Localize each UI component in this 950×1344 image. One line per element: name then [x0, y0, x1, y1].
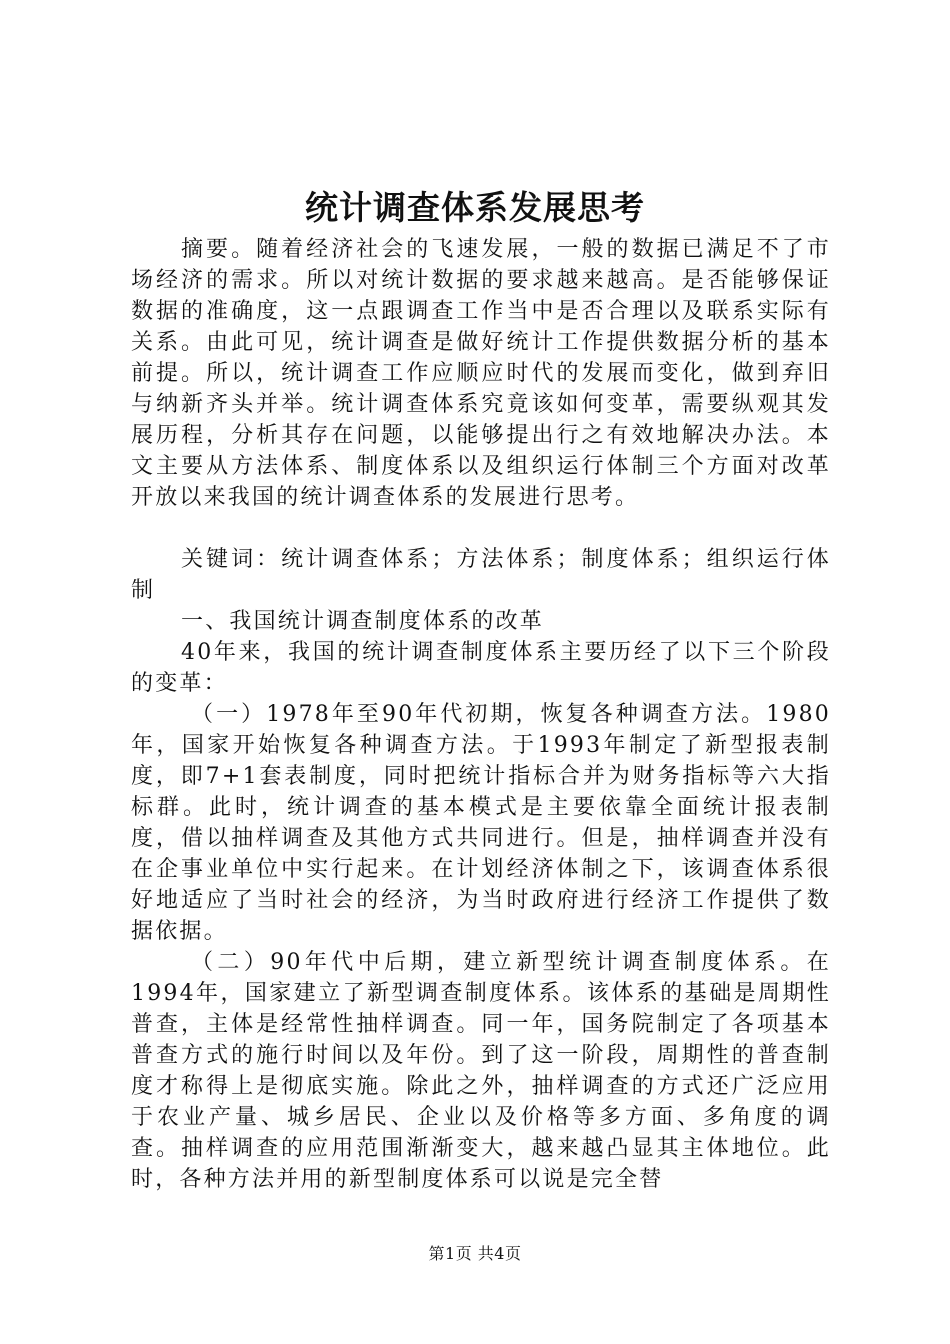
page-footer: 第1页 共4页	[428, 1244, 522, 1263]
keywords-paragraph: 关键词：统计调查体系；方法体系；制度体系；组织运行体制	[131, 547, 831, 603]
document-title: 统计调查体系发展思考	[305, 188, 645, 227]
document-body	[131, 234, 831, 1195]
abstract-paragraph: 摘要。随着经济社会的飞速发展，一般的数据已满足不了市场经济的需求。所以对统计数据的要求越来越高。是否能够保证数据的准确度，这一点跟调查工作当中是否合理以及联系实际有关系。由此可见，统计调查是做好统计工作提供数据分析的基本前提。所以，统计调查工作应顺应时代的发展而变化，做到弃旧与纳新齐头并举。统计调查体系究竟该如何变革，需要纵观其发展历程，分析其存在问题，以能够提出行之有效地解决办法。本文主要从方法体系、制度体系以及组织运行体制三个方面对改革开放以来我国的统计调查体系的发展进行思考。	[131, 237, 831, 510]
body-paragraph: （一）1978年至90年代初期，恢复各种调查方法。1980年，国家开始恢复各种调查方法。于1993年制定了新型报表制度，即7+1套表制度，同时把统计指标合并为财务指标等六大指标群。此时，统计调查的基本模式是主要依靠全面统计报表制度，借以抽样调查及其他方式共同进行。但是，抽样调查并没有在企事业单位中实行起来。在计划经济体制之下，该调查体系很好地适应了当时社会的经济，为当时政府进行经济工作提供了数据依据。	[131, 702, 831, 944]
body-paragraph: 40年来，我国的统计调查制度体系主要历经了以下三个阶段的变革：	[131, 640, 831, 696]
section-heading: 一、我国统计调查制度体系的改革	[181, 609, 545, 634]
body-paragraph: （二）90年代中后期，建立新型统计调查制度体系。在1994年，国家建立了新型调查制度体系。该体系的基础是周期性普查，主体是经常性抽样调查。同一年，国务院制定了各项基本普查方式的施行时间以及年份。到了这一阶段，周期性的普查制度才称得上是彻底实施。除此之外，抽样调查的方式还广泛应用于农业产量、城乡居民、企业以及价格等多方面、多角度的调查。抽样调查的应用范围渐渐变大，越来越凸显其主体地位。此时，各种方法并用的新型制度体系可以说是完全替	[131, 950, 831, 1192]
